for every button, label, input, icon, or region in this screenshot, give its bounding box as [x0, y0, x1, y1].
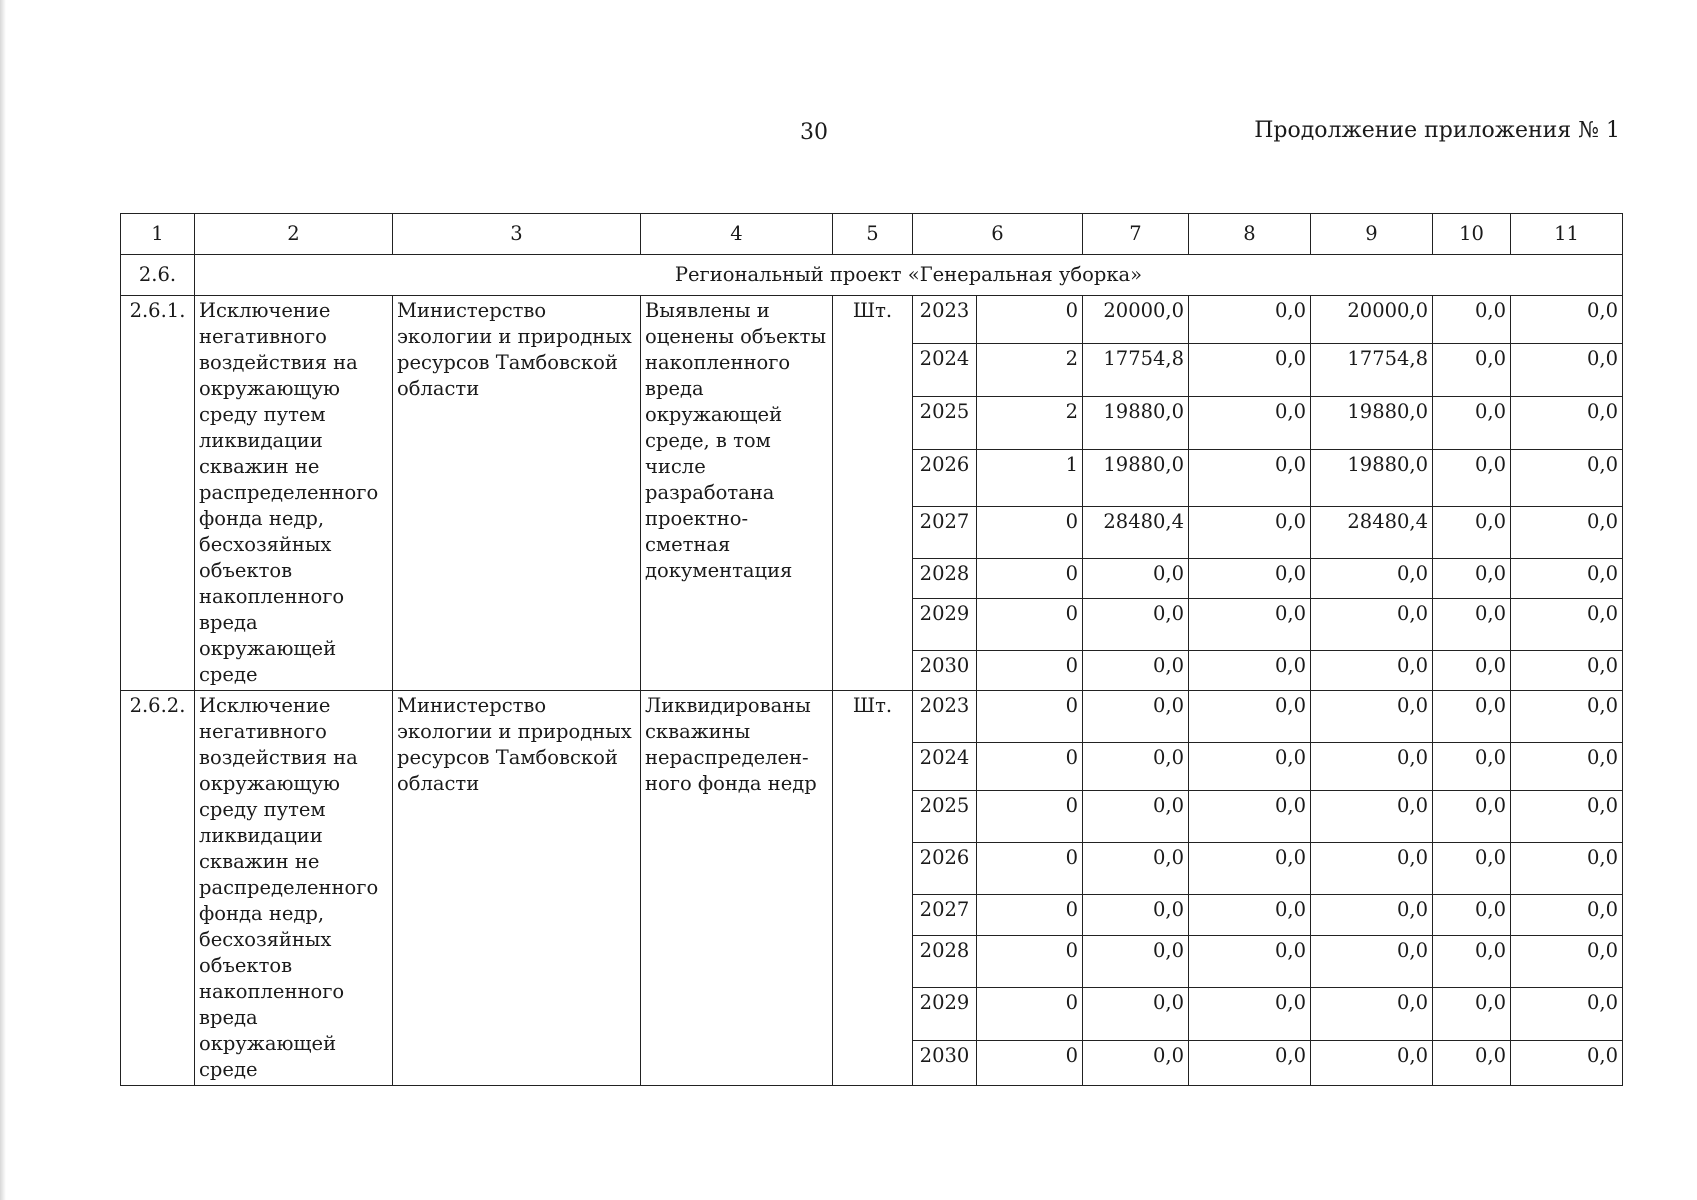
col8-cell: 0,0: [1189, 296, 1311, 344]
col-header-6: 6: [913, 214, 1083, 255]
year-cell: 2030: [913, 651, 977, 691]
quantity-cell: 0: [977, 936, 1083, 988]
col10-cell: 0,0: [1433, 691, 1511, 743]
col10-cell: 0,0: [1433, 790, 1511, 842]
col7-cell: 0,0: [1083, 559, 1189, 599]
col11-cell: 0,0: [1511, 559, 1623, 599]
col7-cell: 0,0: [1083, 598, 1189, 651]
item-name: Исключение негативного воздействия на окружающую среду путем ликвидации скважин не распределенного фонда недр, бесхозяйных объектов накопленного вреда окружающей среде: [195, 691, 393, 1086]
col10-cell: 0,0: [1433, 936, 1511, 988]
item-result: Ликвидированы скважины нераспределен-ного фонда недр: [641, 691, 833, 1086]
col11-cell: 0,0: [1511, 895, 1623, 936]
col10-cell: 0,0: [1433, 843, 1511, 895]
col9-cell: 0,0: [1311, 988, 1433, 1040]
quantity-cell: 0: [977, 843, 1083, 895]
col11-cell: 0,0: [1511, 691, 1623, 743]
col11-cell: 0,0: [1511, 936, 1623, 988]
col9-cell: 19880,0: [1311, 449, 1433, 506]
item-responsible: Министерство экологии и природных ресурсов Тамбовской области: [393, 691, 641, 1086]
year-cell: 2027: [913, 506, 977, 559]
year-cell: 2025: [913, 790, 977, 842]
col10-cell: 0,0: [1433, 296, 1511, 344]
section-code: 2.6.: [121, 255, 195, 296]
col8-cell: 0,0: [1189, 691, 1311, 743]
quantity-cell: 1: [977, 449, 1083, 506]
col9-cell: 0,0: [1311, 843, 1433, 895]
col8-cell: 0,0: [1189, 396, 1311, 449]
quantity-cell: 0: [977, 895, 1083, 936]
col7-cell: 0,0: [1083, 790, 1189, 842]
col-header-2: 2: [195, 214, 393, 255]
col-header-4: 4: [641, 214, 833, 255]
col11-cell: 0,0: [1511, 296, 1623, 344]
year-cell: 2028: [913, 936, 977, 988]
col-header-3: 3: [393, 214, 641, 255]
col10-cell: 0,0: [1433, 449, 1511, 506]
col8-cell: 0,0: [1189, 651, 1311, 691]
col9-cell: 0,0: [1311, 790, 1433, 842]
col8-cell: 0,0: [1189, 790, 1311, 842]
table-body: [121, 214, 1623, 1086]
year-cell: 2030: [913, 1040, 977, 1085]
quantity-cell: 0: [977, 1040, 1083, 1085]
quantity-cell: 0: [977, 506, 1083, 559]
col11-cell: 0,0: [1511, 790, 1623, 842]
quantity-cell: 0: [977, 988, 1083, 1040]
col9-cell: 0,0: [1311, 743, 1433, 791]
year-cell: 2023: [913, 296, 977, 344]
col-header-10: 10: [1433, 214, 1511, 255]
quantity-cell: 0: [977, 559, 1083, 599]
col8-cell: 0,0: [1189, 988, 1311, 1040]
col9-cell: 0,0: [1311, 651, 1433, 691]
col11-cell: 0,0: [1511, 396, 1623, 449]
col8-cell: 0,0: [1189, 895, 1311, 936]
col11-cell: 0,0: [1511, 651, 1623, 691]
table-row: [121, 296, 1623, 344]
col10-cell: 0,0: [1433, 651, 1511, 691]
col7-cell: 28480,4: [1083, 506, 1189, 559]
page-number: 30: [800, 120, 828, 145]
col11-cell: 0,0: [1511, 1040, 1623, 1085]
year-cell: 2028: [913, 559, 977, 599]
col11-cell: 0,0: [1511, 449, 1623, 506]
col8-cell: 0,0: [1189, 449, 1311, 506]
col-header-11: 11: [1511, 214, 1623, 255]
col8-cell: 0,0: [1189, 843, 1311, 895]
col11-cell: 0,0: [1511, 988, 1623, 1040]
col7-cell: 17754,8: [1083, 344, 1189, 397]
table-row: [121, 691, 1623, 743]
quantity-cell: 0: [977, 651, 1083, 691]
year-cell: 2025: [913, 396, 977, 449]
col8-cell: 0,0: [1189, 559, 1311, 599]
col9-cell: 20000,0: [1311, 296, 1433, 344]
year-cell: 2027: [913, 895, 977, 936]
item-name: Исключение негативного воздействия на окружающую среду путем ликвидации скважин не распределенного фонда недр, бесхозяйных объектов накопленного вреда окружающей среде: [195, 296, 393, 691]
col7-cell: 0,0: [1083, 895, 1189, 936]
quantity-cell: 0: [977, 598, 1083, 651]
col7-cell: 0,0: [1083, 691, 1189, 743]
quantity-cell: 0: [977, 296, 1083, 344]
col10-cell: 0,0: [1433, 396, 1511, 449]
quantity-cell: 0: [977, 790, 1083, 842]
quantity-cell: 2: [977, 396, 1083, 449]
year-cell: 2023: [913, 691, 977, 743]
col9-cell: 0,0: [1311, 936, 1433, 988]
col7-cell: 0,0: [1083, 843, 1189, 895]
col9-cell: 0,0: [1311, 598, 1433, 651]
col10-cell: 0,0: [1433, 1040, 1511, 1085]
col10-cell: 0,0: [1433, 598, 1511, 651]
col11-cell: 0,0: [1511, 843, 1623, 895]
col7-cell: 19880,0: [1083, 396, 1189, 449]
col9-cell: 19880,0: [1311, 396, 1433, 449]
col9-cell: 0,0: [1311, 895, 1433, 936]
year-cell: 2026: [913, 449, 977, 506]
col10-cell: 0,0: [1433, 895, 1511, 936]
col7-cell: 20000,0: [1083, 296, 1189, 344]
item-code: 2.6.1.: [121, 296, 195, 691]
column-header-row: [121, 214, 1623, 255]
item-code: 2.6.2.: [121, 691, 195, 1086]
col9-cell: 0,0: [1311, 559, 1433, 599]
col8-cell: 0,0: [1189, 506, 1311, 559]
col-header-5: 5: [833, 214, 913, 255]
quantity-cell: 0: [977, 743, 1083, 791]
item-result: Выявлены и оценены объекты накопленного вреда окружающей среде, в том числе разработана проектно-сметная документация: [641, 296, 833, 691]
col11-cell: 0,0: [1511, 598, 1623, 651]
year-cell: 2024: [913, 344, 977, 397]
col11-cell: 0,0: [1511, 506, 1623, 559]
col9-cell: 17754,8: [1311, 344, 1433, 397]
section-row: [121, 255, 1623, 296]
col11-cell: 0,0: [1511, 743, 1623, 791]
section-title: Региональный проект «Генеральная уборка»: [195, 255, 1623, 296]
col10-cell: 0,0: [1433, 559, 1511, 599]
col9-cell: 28480,4: [1311, 506, 1433, 559]
col9-cell: 0,0: [1311, 1040, 1433, 1085]
col7-cell: 0,0: [1083, 651, 1189, 691]
col8-cell: 0,0: [1189, 1040, 1311, 1085]
year-cell: 2029: [913, 988, 977, 1040]
col8-cell: 0,0: [1189, 743, 1311, 791]
col7-cell: 0,0: [1083, 988, 1189, 1040]
col8-cell: 0,0: [1189, 598, 1311, 651]
col7-cell: 0,0: [1083, 1040, 1189, 1085]
year-cell: 2024: [913, 743, 977, 791]
col-header-1: 1: [121, 214, 195, 255]
col10-cell: 0,0: [1433, 344, 1511, 397]
col-header-7: 7: [1083, 214, 1189, 255]
item-responsible: Министерство экологии и природных ресурсов Тамбовской области: [393, 296, 641, 691]
col-header-8: 8: [1189, 214, 1311, 255]
col10-cell: 0,0: [1433, 743, 1511, 791]
col8-cell: 0,0: [1189, 344, 1311, 397]
col7-cell: 0,0: [1083, 743, 1189, 791]
scan-edge: [0, 0, 6, 1200]
col7-cell: 0,0: [1083, 936, 1189, 988]
item-unit: Шт.: [833, 691, 913, 1086]
budget-table: [120, 213, 1623, 1086]
col9-cell: 0,0: [1311, 691, 1433, 743]
quantity-cell: 0: [977, 691, 1083, 743]
quantity-cell: 2: [977, 344, 1083, 397]
col11-cell: 0,0: [1511, 344, 1623, 397]
col-header-9: 9: [1311, 214, 1433, 255]
year-cell: 2026: [913, 843, 977, 895]
col8-cell: 0,0: [1189, 936, 1311, 988]
col10-cell: 0,0: [1433, 988, 1511, 1040]
appendix-note: Продолжение приложения № 1: [1254, 118, 1620, 143]
col10-cell: 0,0: [1433, 506, 1511, 559]
year-cell: 2029: [913, 598, 977, 651]
col7-cell: 19880,0: [1083, 449, 1189, 506]
item-unit: Шт.: [833, 296, 913, 691]
